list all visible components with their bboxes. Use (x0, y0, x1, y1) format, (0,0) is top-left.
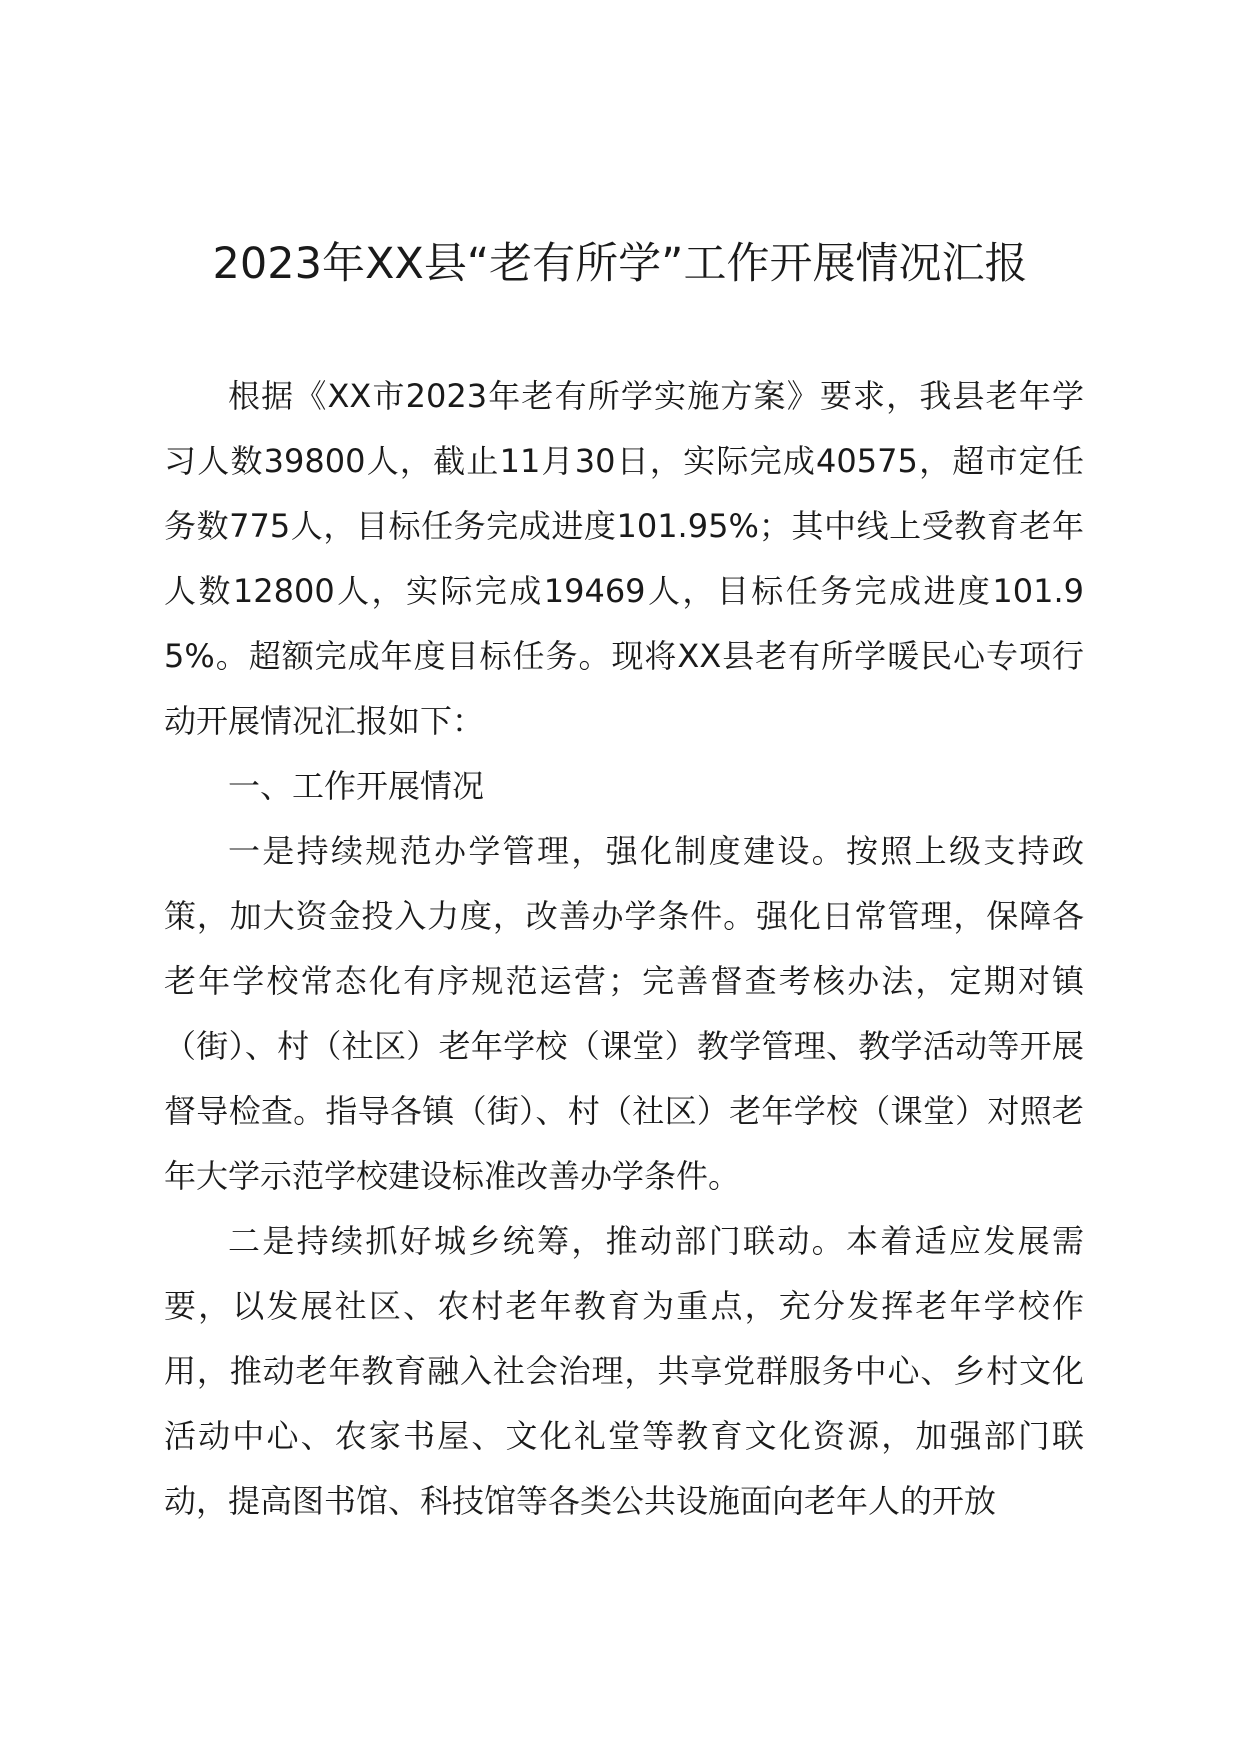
paragraph-school-management: 一是持续规范办学管理，强化制度建设。按照上级支持政策，加大资金投入力度，改善办学条件。强化日常管理，保障各老年学校常态化有序规范运营；完善督查考核办法，定期对镇（街）、村（社区）老年学校（课堂）教学管理、教学活动等开展督导检查。指导各镇（街）、村（社区）老年学校（课堂）对照老年大学示范学校建设标准改善办学条件。 (164, 832, 1084, 1195)
intro-paragraph: 根据《XX市2023年老有所学实施方案》要求，我县老年学习人数39800人，截止11月30日，实际完成40575，超市定任务数775人，目标任务完成进度101.95%；其中线上受教育老年人数12800人，实际完成19469人，目标任务完成进度101.95%。超额完成年度目标任务。现将XX县老有所学暖民心专项行动开展情况汇报如下： (164, 377, 1084, 740)
document-title: 2023年XX县“老有所学”工作开展情况汇报 (212, 239, 1028, 289)
paragraph-urban-rural-coordination: 二是持续抓好城乡统筹，推动部门联动。本着适应发展需要，以发展社区、农村老年教育为重点，充分发挥老年学校作用，推动老年教育融入社会治理，共享党群服务中心、乡村文化活动中心、农家书屋、文化礼堂等教育文化资源，加强部门联动，提高图书馆、科技馆等各类公共设施面向老年人的开放 (164, 1222, 1084, 1520)
document-body (164, 364, 1084, 1534)
section-heading-work-status: 一、工作开展情况 (228, 767, 485, 805)
